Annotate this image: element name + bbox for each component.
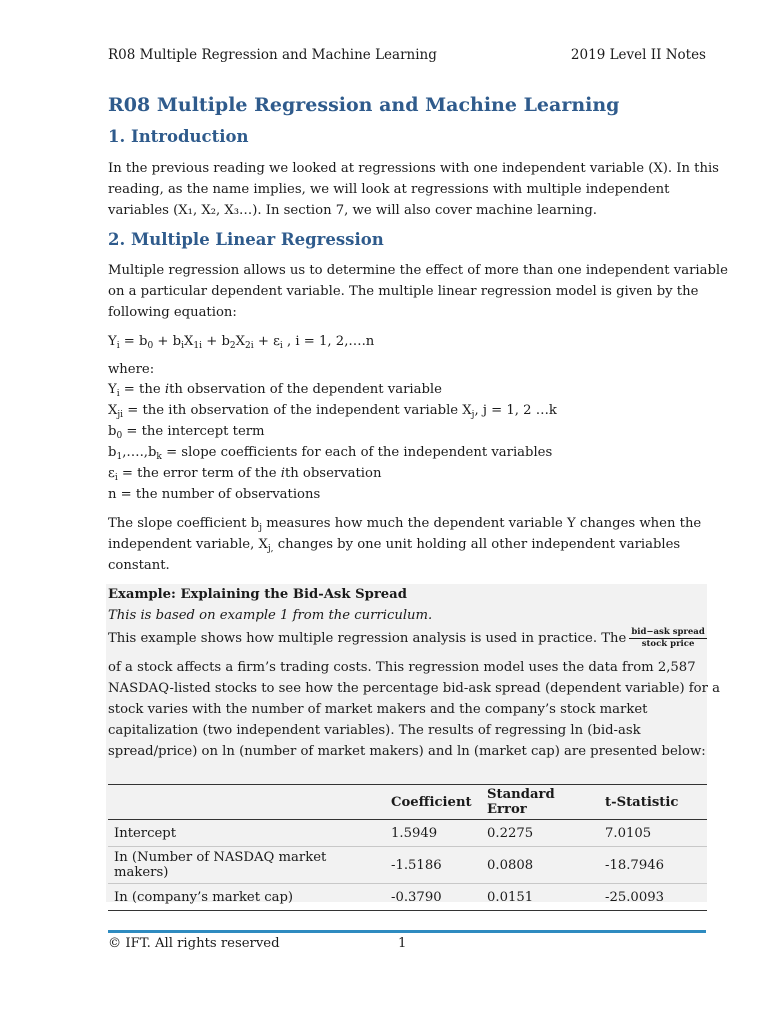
paragraph-line: In the previous reading we looked at regressions with one independent variable (X). In this [108, 161, 719, 176]
table-cell: -25.0093 [599, 884, 707, 911]
example-line: of a stock affects a firm’s trading costs. This regression model uses the data from 2,587 [108, 660, 696, 675]
running-header [108, 47, 706, 63]
table-cell: -1.5186 [385, 847, 481, 884]
header-edition: 2019 Level II Notes [570, 47, 706, 63]
paragraph-line: following equation: [108, 305, 237, 320]
table-header-cell [108, 785, 385, 820]
example-line: capitalization (two independent variables). The results of regressing ln (bid-ask [108, 723, 641, 738]
table-row [108, 884, 707, 911]
footer-divider [108, 930, 706, 933]
example-line: This example shows how multiple regression analysis is used in practice. The $\frac{\text{bid−ask spread}}{\text{stock price}}$ [108, 627, 705, 649]
page-number: 1 [398, 936, 407, 951]
example-line: NASDAQ-listed stocks to see how the percentage bid-ask spread (dependent variable) for a [108, 681, 720, 696]
paragraph-line: variables (X₁, X₂, X₃…). In section 7, we will also cover machine learning. [108, 203, 597, 218]
table-cell: In (company’s market cap) [108, 884, 385, 911]
header-title: R08 Multiple Regression and Machine Learning [108, 47, 437, 63]
regression-equation: $Y_i = b_0 + b_iX_{1i} + b_2X_{2i} + \varepsilon_i$ , i = 1, 2,….n [108, 334, 375, 351]
definition-item: $Y_i$ = the ith observation of the dependent variable [108, 382, 442, 399]
table-cell: 7.0105 [599, 820, 707, 847]
table-cell: Intercept [108, 820, 385, 847]
where-label: where: [108, 362, 155, 377]
table-row [108, 847, 707, 884]
table-row [108, 820, 707, 847]
table-header-cell: Standard Error [481, 785, 599, 820]
table-header-row [108, 785, 707, 820]
table-cell: 0.2275 [481, 820, 599, 847]
section-2-heading: 2. Multiple Linear Regression [108, 230, 384, 249]
definition-item: $b_1,\dots.,b_k$ = slope coefficients for each of the independent variables [108, 445, 553, 462]
table-cell: 0.0808 [481, 847, 599, 884]
table-header-cell: Coefficient [385, 785, 481, 820]
paragraph-line: The slope coefficient $b_j$ measures how much the dependent variable Y changes when the [108, 516, 702, 533]
table-cell: 0.0151 [481, 884, 599, 911]
regression-results-table [108, 784, 707, 911]
table-cell: In (Number of NASDAQ market makers) [108, 847, 385, 884]
paragraph-line: constant. [108, 558, 170, 573]
table-header-cell: t-Statistic [599, 785, 707, 820]
paragraph-line: independent variable, $X_{j,}$ changes by one unit holding all other independent variables [108, 537, 681, 554]
example-subtitle: This is based on example 1 from the curriculum. [108, 608, 433, 623]
paragraph-line: reading, as the name implies, we will look at regressions with multiple independent [108, 182, 670, 197]
table-cell: -0.3790 [385, 884, 481, 911]
paragraph-line: Multiple regression allows us to determine the effect of more than one independent variable [108, 263, 728, 278]
definition-item: $b_0$ = the intercept term [108, 424, 265, 441]
definition-item: $X_{ji}$ = the ith observation of the independent variable $X_j$, j = 1, 2 …k [108, 403, 557, 420]
document-title: R08 Multiple Regression and Machine Learning [108, 94, 620, 116]
paragraph-line: on a particular dependent variable. The multiple linear regression model is given by the [108, 284, 699, 299]
table-cell: 1.5949 [385, 820, 481, 847]
example-line: stock varies with the number of market makers and the company’s stock market [108, 702, 648, 717]
example-line: spread/price) on ln (number of market makers) and ln (market cap) are presented below: [108, 744, 706, 759]
example-title: Example: Explaining the Bid-Ask Spread [108, 587, 407, 602]
definition-item: n = the number of observations [108, 487, 321, 502]
definition-item: $\varepsilon_i$ = the error term of the ith observation [108, 466, 382, 483]
section-1-heading: 1. Introduction [108, 127, 249, 146]
footer-copyright: © IFT. All rights reserved [108, 936, 280, 951]
bid-ask-fraction: $\frac{\text{bid−ask spread}}{\text{stock price}}$ [631, 627, 705, 649]
table-cell: -18.7946 [599, 847, 707, 884]
